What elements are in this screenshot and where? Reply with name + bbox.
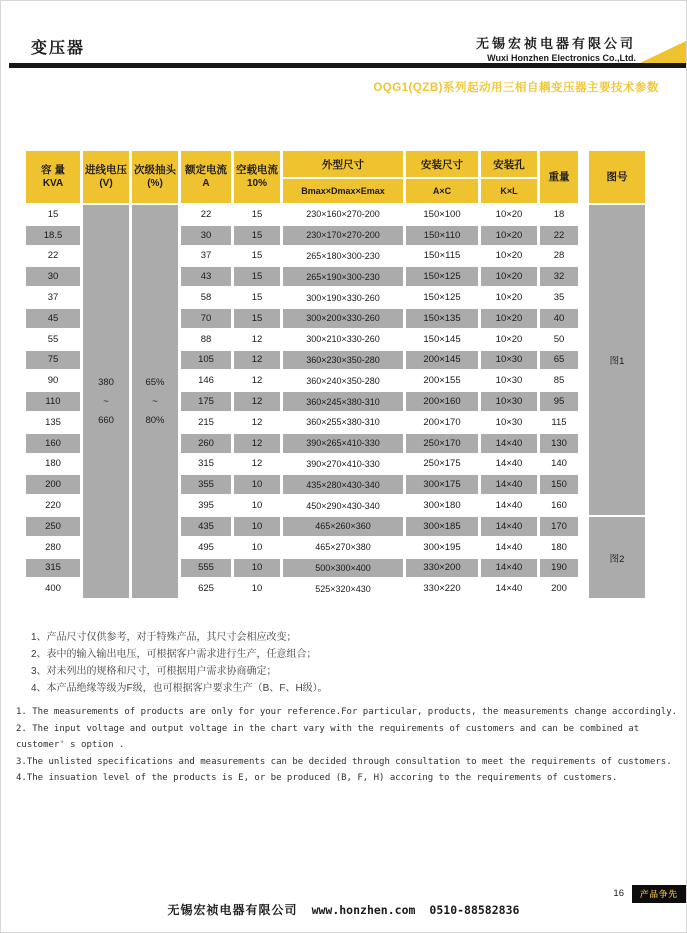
table-cell: 360×230×350-280: [283, 351, 403, 370]
table-cell: 75: [26, 351, 80, 370]
table-cell: 15: [234, 309, 280, 328]
table-cell: 450×290×430-340: [306, 500, 380, 511]
table-cell: 10: [251, 541, 263, 553]
table-cell: 300×190×330-260: [306, 292, 380, 303]
table-cell: 146: [198, 375, 214, 387]
note-line-en: 2. The input voltage and output voltage in the chart vary with the requirements of customers and can be combined at customer' s option .: [16, 723, 640, 750]
table-cell: 555: [181, 559, 231, 578]
table-cell: 250×170: [406, 434, 478, 453]
table-cell: 15: [251, 292, 263, 304]
table-cell: 14×40: [481, 517, 537, 536]
table-cell: 10×20: [495, 333, 523, 345]
figure-group-cell: 图1: [589, 205, 645, 515]
table-cell: 22: [47, 250, 59, 262]
table-cell: 55: [47, 333, 59, 345]
table-cell: 10×30: [495, 416, 523, 428]
col-header-mounting: 安装尺寸: [406, 151, 478, 177]
page-subtitle: OQG1(QZB)系列起动用三相自耦变压器主要技术参数: [373, 82, 659, 94]
footer-company: 无锡宏祯电器有限公司: [167, 903, 298, 917]
table-cell: 10×20: [481, 309, 537, 328]
col-header-input-voltage: 进线电压 (V): [83, 151, 129, 203]
table-cell: 360×255×380-310: [306, 417, 380, 428]
table-cell: 250×175: [423, 458, 461, 470]
col-header-no-load-current: 空载电流 10%: [234, 151, 280, 203]
table-cell: 10: [234, 475, 280, 494]
table-cell: 180: [551, 541, 567, 553]
table-cell: 160: [551, 500, 567, 512]
table-cell: 150×125: [406, 267, 478, 286]
table-cell: 400: [45, 583, 61, 595]
table-cell: 22: [540, 226, 578, 245]
table-cell: 360×245×380-310: [283, 392, 403, 411]
note-line-en: 1. The measurements of products are only for your reference.For particular, products, the measurements change accordingly.: [16, 707, 678, 717]
table-cell: 280: [45, 541, 61, 553]
table-cell: 390×265×410-330: [283, 434, 403, 453]
col-header-capacity: 容 量 KVA: [26, 151, 80, 203]
note-line-cn: 1、产品尺寸仅供参考，对于特殊产品，其尺寸会相应改变；: [31, 632, 297, 643]
table-cell: 10×20: [481, 226, 537, 245]
table-cell: 10×30: [481, 392, 537, 411]
table-cell: 45: [26, 309, 80, 328]
table-cell: 14×40: [481, 559, 537, 578]
table-cell: 150×110: [406, 226, 478, 245]
table-cell: 200: [26, 475, 80, 494]
table-cell: 360×240×350-280: [306, 375, 380, 386]
corner-triangle-decoration: [640, 41, 686, 63]
table-cell: 90: [47, 375, 59, 387]
page-badge: 产品争先: [632, 885, 686, 903]
table-cell: 220: [45, 500, 61, 512]
table-cell: 12: [251, 375, 263, 387]
col-header-dimensions: 外型尺寸: [283, 151, 403, 177]
table-cell: 150: [540, 475, 578, 494]
col-subheader-mounting: A×C: [406, 179, 478, 203]
table-cell: 15: [251, 208, 263, 220]
table-cell: 15: [234, 226, 280, 245]
table-cell: 22: [200, 208, 212, 220]
table-cell: 14×40: [495, 500, 523, 512]
table-cell: 315: [198, 458, 214, 470]
table-cell: 135: [45, 416, 61, 428]
table-cell: 12: [251, 416, 263, 428]
table-cell: 435×280×430-340: [283, 475, 403, 494]
table-cell: 14×40: [481, 475, 537, 494]
table-cell: 250: [26, 517, 80, 536]
company-name-en: Wuxi Honzhen Electronics Co.,Ltd.: [487, 53, 636, 63]
table-cell: 43: [181, 267, 231, 286]
table-cell: 70: [181, 309, 231, 328]
footer-website: www.honzhen.com: [311, 903, 416, 917]
col-header-weight: 重量: [540, 151, 578, 203]
table-cell: 265×190×300-230: [283, 267, 403, 286]
table-cell: 65: [540, 351, 578, 370]
table-cell: 150×115: [423, 250, 461, 262]
table-cell: 88: [200, 333, 212, 345]
table-cell: 95: [540, 392, 578, 411]
category-title: 变压器: [31, 40, 86, 57]
spec-table: [26, 151, 645, 598]
table-cell: 395: [198, 500, 214, 512]
table-cell: 300×180: [423, 500, 461, 512]
table-cell: 525×320×430: [315, 583, 371, 594]
table-cell: 14×40: [495, 458, 523, 470]
table-cell: 300×185: [406, 517, 478, 536]
table-cell: 35: [553, 292, 565, 304]
notes-chinese: [31, 629, 328, 697]
table-cell: 10×20: [495, 250, 523, 262]
table-cell: 200: [551, 583, 567, 595]
table-cell: 150×135: [406, 309, 478, 328]
table-cell: 14×40: [495, 583, 523, 595]
table-cell: 58: [200, 292, 212, 304]
table-cell: 12: [234, 434, 280, 453]
table-cell: 150×125: [423, 292, 461, 304]
table-cell: 160: [26, 434, 80, 453]
table-cell: 150×100: [423, 208, 461, 220]
table-cell: 150×145: [423, 333, 461, 345]
table-cell: 15: [251, 250, 263, 262]
table-cell: 30: [26, 267, 80, 286]
table-cell: 10: [234, 517, 280, 536]
footer: [1, 901, 686, 918]
col-subheader-dimensions: Bmax×Dmax×Emax: [283, 179, 403, 203]
table-cell: 10×20: [495, 292, 523, 304]
table-cell: 15: [47, 208, 59, 220]
table-cell: 265×180×300-230: [306, 250, 380, 261]
table-cell: 130: [540, 434, 578, 453]
table-cell: 180: [45, 458, 61, 470]
note-line-en: 3.The unlisted specifications and measurements can be decided through consultation to meet the requirements of customers.: [16, 756, 672, 767]
table-cell: 230×170×270-200: [283, 226, 403, 245]
table-cell: 170: [540, 517, 578, 536]
table-cell: 10×20: [495, 208, 523, 220]
notes-english: [16, 704, 686, 787]
table-cell: 200×160: [406, 392, 478, 411]
table-cell: 300×195: [423, 541, 461, 553]
table-cell: 12: [251, 333, 263, 345]
col-header-holes: 安装孔: [481, 151, 537, 177]
table-cell: 230×160×270-200: [306, 209, 380, 220]
table-cell: 14×40: [495, 541, 523, 553]
table-cell: 215: [198, 416, 214, 428]
col-header-secondary-tap: 次级抽头 (%): [132, 151, 178, 203]
table-cell: 18.5: [26, 226, 80, 245]
table-cell: 330×200: [406, 559, 478, 578]
table-cell: 495: [198, 541, 214, 553]
secondary-tap-range-cell: 65% ~ 80%: [132, 205, 178, 598]
table-cell: 30: [181, 226, 231, 245]
header-rule: [9, 63, 686, 68]
table-cell: 10×20: [481, 267, 537, 286]
table-cell: 10×30: [481, 351, 537, 370]
table-cell: 40: [540, 309, 578, 328]
table-cell: 12: [251, 458, 263, 470]
table-cell: 300×175: [406, 475, 478, 494]
table-cell: 28: [553, 250, 565, 262]
table-cell: 32: [540, 267, 578, 286]
table-cell: 355: [181, 475, 231, 494]
table-cell: 10×30: [495, 375, 523, 387]
table-cell: 390×270×410-330: [306, 458, 380, 469]
table-cell: 315: [26, 559, 80, 578]
table-cell: 110: [26, 392, 80, 411]
table-cell: 115: [551, 416, 567, 428]
table-cell: 12: [234, 392, 280, 411]
note-line-cn: 4、本产品绝缘等级为F级，也可根据客户要求生产（B、F、H级）。: [31, 683, 328, 694]
table-cell: 37: [47, 292, 59, 304]
table-cell: 85: [553, 375, 565, 387]
table-cell: 105: [181, 351, 231, 370]
company-block: [476, 33, 636, 63]
table-cell: 300×210×330-260: [306, 334, 380, 345]
table-cell: 50: [553, 333, 565, 345]
table-cell: 435: [181, 517, 231, 536]
table-cell: 465×260×360: [283, 517, 403, 536]
table-cell: 10: [234, 559, 280, 578]
col-header-figure: 图号: [589, 151, 645, 203]
table-cell: 37: [200, 250, 212, 262]
table-cell: 625: [198, 583, 214, 595]
table-cell: 140: [551, 458, 567, 470]
table-cell: 200×170: [423, 416, 461, 428]
table-cell: 200×145: [406, 351, 478, 370]
table-cell: 190: [540, 559, 578, 578]
page-number: 16: [613, 888, 624, 899]
table-cell: 12: [234, 351, 280, 370]
table-cell: 15: [234, 267, 280, 286]
table-cell: 500×300×400: [283, 559, 403, 578]
company-name-cn: 无锡宏祯电器有限公司: [475, 36, 636, 51]
table-cell: 18: [553, 208, 565, 220]
table-cell: 260: [181, 434, 231, 453]
table-cell: 465×270×380: [315, 542, 371, 553]
table-cell: 200×155: [423, 375, 461, 387]
input-voltage-range-cell: 380 ~ 660: [83, 205, 129, 598]
note-line-cn: 3、对未列出的规格和尺寸，可根据用户需求协商确定；: [31, 666, 277, 677]
note-line-en: 4.The insuation level of the products is E, or be produced (B, F, H) accoring to the requirements of customers.: [16, 773, 618, 783]
table-cell: 14×40: [481, 434, 537, 453]
table-cell: 10: [251, 500, 263, 512]
table-cell: 175: [181, 392, 231, 411]
footer-phone: 0510-88582836: [429, 903, 520, 917]
table-cell: 300×200×330-260: [283, 309, 403, 328]
col-subheader-holes: K×L: [481, 179, 537, 203]
figure-group-cell: 图2: [589, 517, 645, 598]
col-header-rated-current: 额定电流 A: [181, 151, 231, 203]
table-cell: 10: [251, 583, 263, 595]
table-cell: 330×220: [423, 583, 461, 595]
note-line-cn: 2、表中的输入输出电压，可根据客户需求进行生产，任意组合；: [31, 649, 317, 660]
